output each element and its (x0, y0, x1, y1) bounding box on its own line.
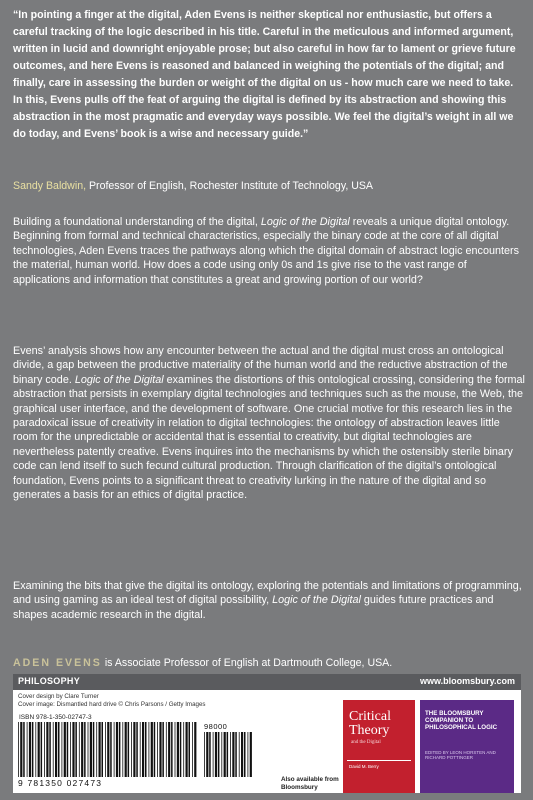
barcode-bar (194, 722, 196, 777)
barcode-bar (35, 722, 36, 777)
endorsement-quote: “In pointing a finger at the digital, Aden Evens is neither skeptical nor enthusiastic, but offers a careful tracking of the logic described in his title. Careful in the meticulous and informed argument, written in lucid and downright enjoyable prose; but also careful in how far to lament or grieve future outcomes, and here Evens is reasoned and balanced in weighing the potentials of the digital; and finally, care in assessing the burden or weight of the digital on us - how much care we need to take. In this, Evens pulls off the feat of arguing the digital is defined by its abstraction and showing this abstraction in the most pragmatic and everyday ways possible. We feel the digital’s weight in all we do today, and Evens’ book is a wise and necessary guide.” (13, 9, 516, 140)
barcode-bar (168, 722, 170, 777)
barcode-bar (64, 722, 66, 777)
barcode-bar (235, 732, 237, 777)
cover-design-credit: Cover design by Clare Turner (18, 693, 99, 700)
barcode-bar (110, 722, 112, 777)
barcode-bar (90, 722, 92, 777)
endorsement-attribution (13, 180, 523, 193)
barcode-bar (230, 732, 231, 777)
barcode-bar (53, 722, 54, 777)
barcode-bar (213, 732, 214, 777)
blurb-paragraph-1 (13, 215, 525, 287)
blurb-text: Examining the bits that give the digital its ontology, exploring the potentials and limitations of programming, and using gaming as an ideal test of digital possibility, (13, 580, 522, 607)
blurb-text: reveals a unique digital ontology. Beginning from formal and technical characteristics, especially the binary code at the core of all digital technologies, Aden Evens traces the pathways along which the digital domain of abstract logic encounters the material, human world. How does a code using only 0s and 1s give rise to the vast range of applications and information that constitutes a great and growing portion of our world? (13, 216, 519, 286)
barcode-bar (41, 722, 43, 777)
related-book-title: Critical Theory (349, 709, 391, 738)
barcode-bar (250, 732, 252, 777)
barcode-bar (70, 722, 71, 777)
related-book-editors: EDITED BY LEON HORSTEN AND RICHARD POTTINGER (425, 750, 496, 760)
barcode-bar (177, 722, 179, 777)
subject-bar (13, 674, 521, 690)
barcode-bar (133, 722, 135, 777)
barcode-bar (142, 722, 144, 777)
barcode-bar (96, 722, 97, 777)
barcode-bar (79, 722, 80, 777)
barcode-bar (58, 722, 60, 777)
book-title-italic: Logic of the Digital (272, 594, 361, 607)
barcode-bar (116, 722, 118, 777)
barcode-bar (209, 732, 211, 777)
blurb-text: examines the distortions of this ontological crossing, considering the formal abstraction that persists in exemplary digital technologies and techniques such as the mouse, the Web, the graphical user interface, and the development of software. One crucial motive for this research lies in the paradoxical issue of creativity in relation to digital technologies: the ontology of abstraction leaves little room for the unpredictable or accidental that is essential to creativity, but digital technologies are nevertheless patently creative. Evens inquires into the mechanisms by which the ostensibly sterile binary code can lend itself to such fecund cultural production. Through clarification of the digital’s ontological foundation, Evens points to a significant threat to creativity lurking in the nature of the digital and so generates a basis for an ethics of digital practice. (13, 373, 525, 502)
book-title-italic: Logic of the Digital (260, 216, 350, 228)
barcode-bar (239, 732, 240, 777)
related-book-title: THE BLOOMSBURY COMPANION TO PHILOSOPHICAL LOGIC (425, 710, 498, 731)
publisher-website[interactable]: www.bloomsbury.com (419, 676, 515, 686)
blurb-paragraph-2 (13, 344, 525, 502)
barcode-bar (131, 722, 132, 777)
barcode-bar (183, 722, 184, 777)
blurb-paragraph-3 (13, 579, 525, 622)
barcode-bar (136, 722, 138, 777)
isbn-barcode (18, 722, 198, 777)
barcode-bar (192, 722, 193, 777)
barcode-bar (44, 722, 45, 777)
also-available-label: Also available from Bloomsbury (281, 776, 339, 791)
barcode-bar (105, 722, 106, 777)
related-book-philosophical-logic (420, 700, 514, 793)
barcode-bar (162, 722, 164, 777)
barcode-bar (107, 722, 109, 777)
barcode-bar (119, 722, 121, 777)
barcode-bar (18, 722, 19, 777)
barcode-bar (186, 722, 188, 777)
barcode-bar (221, 732, 222, 777)
barcode-bar (215, 732, 217, 777)
barcode-bar (29, 722, 31, 777)
barcode-bar (241, 732, 243, 777)
barcode-bar (62, 722, 63, 777)
barcode-bar (128, 722, 130, 777)
barcode-bar (122, 722, 123, 777)
book-title-italic: Logic of the Digital (74, 373, 164, 386)
barcode-bar (84, 722, 86, 777)
barcode-bar (166, 722, 167, 777)
barcode-bar (46, 722, 48, 777)
barcode-bar (93, 722, 95, 777)
price-code: 98000 (204, 722, 228, 731)
related-book-author: David M. Berry (349, 764, 379, 769)
author-name: ADEN EVENS (13, 657, 102, 669)
blurb-text: guides future practices and shapes academic research in the digital. (13, 594, 494, 621)
author-bio (13, 657, 525, 670)
endorser-affiliation: Professor of English, Rochester Institute of Technology, USA (88, 180, 374, 192)
barcode-bar (32, 722, 34, 777)
price-barcode (204, 732, 254, 777)
blurb-text: Building a foundational understanding of the digital, (13, 216, 258, 228)
barcode-bar (99, 722, 101, 777)
related-book-subtitle: and the Digital (351, 740, 381, 745)
cover-image-credit: Cover image: Dismantled hard drive © Chris Parsons / Getty Images (18, 700, 206, 708)
isbn-label: ISBN 978-1-350-02747-3 (19, 714, 92, 721)
barcode-bar (27, 722, 28, 777)
blurb-text: Evens’ analysis shows how any encounter between the actual and the digital must cross an ontological divide, a gap between the productive materiality of the human world and the reductive abstraction of the binary code. (13, 345, 508, 386)
barcode-bar (81, 722, 83, 777)
barcode-bar (171, 722, 173, 777)
barcode-bar (159, 722, 161, 777)
barcode-bar (218, 732, 220, 777)
subject-category: PHILOSOPHY (18, 676, 81, 686)
barcode-bar (55, 722, 57, 777)
related-book-critical-theory (343, 700, 415, 793)
barcode-number: 9 781350 027473 (18, 778, 103, 788)
barcode-bar (67, 722, 69, 777)
back-cover-footer (13, 674, 521, 793)
barcode-bar (75, 722, 77, 777)
barcode-bar (114, 722, 115, 777)
barcode-bar (224, 732, 226, 777)
barcode-bar (88, 722, 89, 777)
barcode-bar (151, 722, 153, 777)
barcode-bar (204, 732, 205, 777)
barcode-bar (175, 722, 176, 777)
barcode-bar (125, 722, 127, 777)
author-bio-text: is Associate Professor of English at Dartmouth College, USA. (104, 657, 393, 669)
barcode-bar (102, 722, 104, 777)
barcode-bar (145, 722, 147, 777)
barcode-bar (154, 722, 156, 777)
barcode-bar (232, 732, 234, 777)
barcode-bar (149, 722, 150, 777)
barcode-bar (38, 722, 40, 777)
barcode-bar (23, 722, 25, 777)
barcode-bar (248, 732, 249, 777)
barcode-bar (189, 722, 191, 777)
barcode-bar (140, 722, 141, 777)
barcode-bar (72, 722, 74, 777)
barcode-bar (49, 722, 51, 777)
barcode-bar (180, 722, 182, 777)
barcode-bar (206, 732, 208, 777)
cover-divider (347, 760, 411, 761)
cover-credits (18, 693, 206, 708)
barcode-bar (244, 732, 246, 777)
barcode-bar (227, 732, 229, 777)
endorser-name: Sandy Baldwin, (13, 180, 87, 192)
barcode-bar (20, 722, 22, 777)
barcode-bar (157, 722, 158, 777)
